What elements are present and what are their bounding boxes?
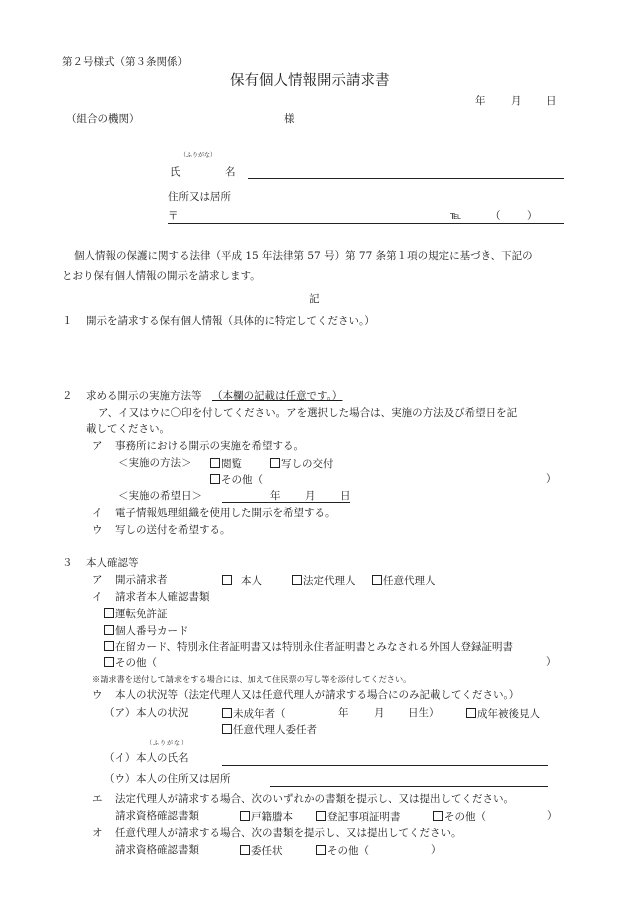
doc-other-label: その他（	[115, 657, 157, 669]
legal-rep-docs-label: 請求資格確認書類	[115, 810, 199, 822]
minor-year-label: 年	[338, 707, 349, 719]
o-doc-power-of-attorney-label: 委任状	[251, 845, 283, 857]
method-other-checkbox[interactable]	[210, 474, 263, 486]
method-label: ＜実施の方法＞	[118, 457, 192, 469]
tel-close-paren: ）	[527, 210, 538, 222]
section2-heading: 求める開示の実施方法等	[86, 390, 202, 402]
section2-i-mark: イ	[92, 507, 103, 519]
requester-furigana-label: （ふりがな）	[180, 152, 217, 159]
section2-a-mark: ア	[92, 440, 103, 452]
requester-address-label: 住所又は居所	[168, 191, 231, 203]
intro-line-2: とおり保有個人情報の開示を請求します。	[62, 270, 261, 282]
id-documents-label: 請求者本人確認書類	[115, 591, 210, 603]
principal-address-field[interactable]	[270, 786, 548, 787]
checkbox-icon	[222, 724, 232, 734]
requester-name-label-2: 名	[225, 166, 236, 178]
section2-instruction-2: 載してください。	[86, 423, 170, 435]
section1-text: 開示を請求する保有個人情報（具体的に特定してください。）	[86, 315, 375, 327]
desired-month-label: 月	[305, 490, 316, 502]
checkbox-icon	[433, 811, 443, 821]
e-doc-other-close: ）	[547, 810, 558, 822]
requester-voluntary-label: 任意代理人	[383, 575, 436, 587]
section3-e-mark: エ	[92, 793, 103, 805]
status-adult-guardian-label: 成年被後見人	[477, 708, 540, 720]
status-delegator-checkbox[interactable]	[222, 724, 317, 736]
section2-u-text: 写しの送付を希望する。	[115, 524, 231, 536]
principal-status-heading: 本人の状況等（法定代理人又は任意代理人が請求する場合にのみ記載してください。）	[115, 689, 520, 701]
section2-u-mark: ウ	[92, 524, 103, 536]
status-minor-checkbox[interactable]	[222, 708, 286, 720]
section1-number: １	[62, 315, 73, 327]
e-doc-other-label: その他（	[444, 811, 486, 823]
checkbox-icon	[210, 474, 220, 484]
e-doc-koseki-checkbox[interactable]	[240, 811, 293, 823]
section2-heading-note: （本欄の記載は任意です。）	[212, 390, 343, 402]
section2-i-text: 電子情報処理組織を使用した開示を希望する。	[115, 507, 336, 519]
method-view-label: 閲覧	[221, 458, 242, 470]
section3-heading: 本人確認等	[86, 557, 139, 569]
method-copy-checkbox[interactable]	[270, 458, 334, 470]
section2-a-text: 事務所における開示の実施を希望する。	[115, 440, 304, 452]
section3-number: ３	[62, 557, 73, 569]
page-title: 保有個人情報開示請求書	[230, 73, 390, 89]
checkbox-icon	[316, 845, 326, 855]
method-view-checkbox[interactable]	[210, 458, 242, 470]
method-other-label: その他（	[221, 474, 263, 486]
section3-u-mark: ウ	[92, 689, 103, 701]
requester-voluntary-checkbox[interactable]	[372, 575, 436, 587]
checkbox-icon	[292, 575, 302, 585]
checkbox-icon	[222, 575, 232, 585]
voluntary-rep-instruction: 任意代理人が請求する場合、次の書類を提示し、又は提出してください。	[115, 827, 462, 839]
date-day-label: 日	[546, 95, 557, 107]
requester-name-label-1: 氏	[170, 166, 181, 178]
principal-furigana-label: （ふりがな）	[146, 740, 189, 747]
doc-residence-checkbox[interactable]	[104, 641, 513, 653]
checkbox-icon	[466, 708, 476, 718]
desired-day-label: 日	[340, 490, 351, 502]
status-label: 本人の状況	[136, 707, 189, 719]
principal-name-mark: （イ）	[104, 752, 136, 764]
requester-type-label: 開示請求者	[115, 574, 168, 586]
checkbox-icon	[240, 811, 250, 821]
checkbox-icon	[316, 811, 326, 821]
desired-year-label: 年	[270, 490, 281, 502]
doc-other-close: ）	[546, 656, 557, 668]
tel-label: ℡	[450, 210, 462, 222]
checkbox-icon	[104, 608, 114, 618]
principal-name-field[interactable]	[222, 765, 548, 766]
requester-legal-label: 法定代理人	[303, 575, 356, 587]
postal-mark: 〒	[168, 210, 179, 222]
voluntary-rep-docs-label: 請求資格確認書類	[115, 844, 199, 856]
requester-self-label: 本人	[241, 575, 262, 587]
legal-rep-instruction: 法定代理人が請求する場合、次のいずれかの書類を提示し、又は提出してください。	[115, 793, 514, 805]
checkbox-icon	[240, 845, 250, 855]
desired-date-label: ＜実施の希望日＞	[118, 490, 202, 502]
checkbox-icon	[372, 575, 382, 585]
principal-name-label: 本人の氏名	[136, 752, 189, 764]
requester-name-field[interactable]	[248, 178, 564, 179]
status-delegator-label: 任意代理人委任者	[233, 724, 317, 736]
doc-mynumber-checkbox[interactable]	[104, 625, 189, 637]
form-label: 第２号様式（第３条関係）	[62, 56, 188, 68]
doc-license-label: 運転免許証	[115, 608, 168, 620]
method-copy-label: 写しの交付	[281, 458, 334, 470]
method-other-close: ）	[546, 473, 557, 485]
e-doc-registry-label: 登記事項証明書	[327, 811, 401, 823]
checkbox-icon	[104, 641, 114, 651]
o-doc-other-checkbox[interactable]	[316, 845, 369, 857]
o-doc-other-close: ）	[431, 844, 442, 856]
checkbox-icon	[104, 657, 114, 667]
date-month-label: 月	[511, 95, 522, 107]
minor-month-label: 月	[374, 707, 385, 719]
section3-o-mark: オ	[92, 827, 103, 839]
date-year-label: 年	[475, 95, 486, 107]
section3-a-mark: ア	[92, 574, 103, 586]
status-adult-guardian-checkbox[interactable]	[466, 708, 540, 720]
checkbox-icon	[270, 458, 280, 468]
intro-line-1: 個人情報の保護に関する法律（平成 15 年法律第 57 号）第 77 条第１項の規定に基づき、下記の	[74, 250, 533, 262]
requester-self-checkbox[interactable]	[222, 575, 262, 587]
o-doc-power-of-attorney-checkbox[interactable]	[240, 845, 283, 857]
e-doc-registry-checkbox[interactable]	[316, 811, 401, 823]
tel-open-paren: （	[490, 210, 501, 222]
o-doc-other-label: その他（	[327, 845, 369, 857]
status-minor-label: 未成年者（	[233, 708, 286, 720]
checkbox-icon	[210, 458, 220, 468]
addressee-org: （組合の機関）	[66, 113, 140, 125]
minor-day-label: 日生）	[408, 707, 440, 719]
principal-address-label: 本人の住所又は居所	[136, 773, 231, 785]
section2-instruction-1: ア、イ又はウに〇印を付してください。アを選択した場合は、実施の方法及び希望日を記	[98, 407, 518, 419]
e-doc-koseki-label: 戸籍謄本	[251, 811, 293, 823]
doc-license-checkbox[interactable]	[104, 608, 168, 620]
doc-residence-label: 在留カード、特別永住者証明書又は特別永住者証明書とみなされる外国人登録証明書	[115, 641, 514, 653]
principal-address-mark: （ウ）	[104, 773, 136, 785]
status-mark: （ア）	[104, 707, 136, 719]
desired-date-field[interactable]	[222, 502, 350, 503]
checkbox-icon	[222, 708, 232, 718]
checkbox-icon	[104, 625, 114, 635]
requester-legal-checkbox[interactable]	[292, 575, 356, 587]
e-doc-other-checkbox[interactable]	[433, 811, 486, 823]
mail-note: ※請求書を送付して請求をする場合には、加えて住民票の写し等を添付してください。	[92, 674, 412, 684]
doc-other-checkbox[interactable]	[104, 657, 157, 669]
section3-i-mark: イ	[92, 591, 103, 603]
doc-mynumber-label: 個人番号カード	[115, 625, 189, 637]
requester-address-field[interactable]	[168, 223, 564, 224]
ki-heading: 記	[309, 293, 320, 305]
section2-number: ２	[62, 390, 73, 402]
addressee-honorific: 様	[284, 113, 295, 125]
